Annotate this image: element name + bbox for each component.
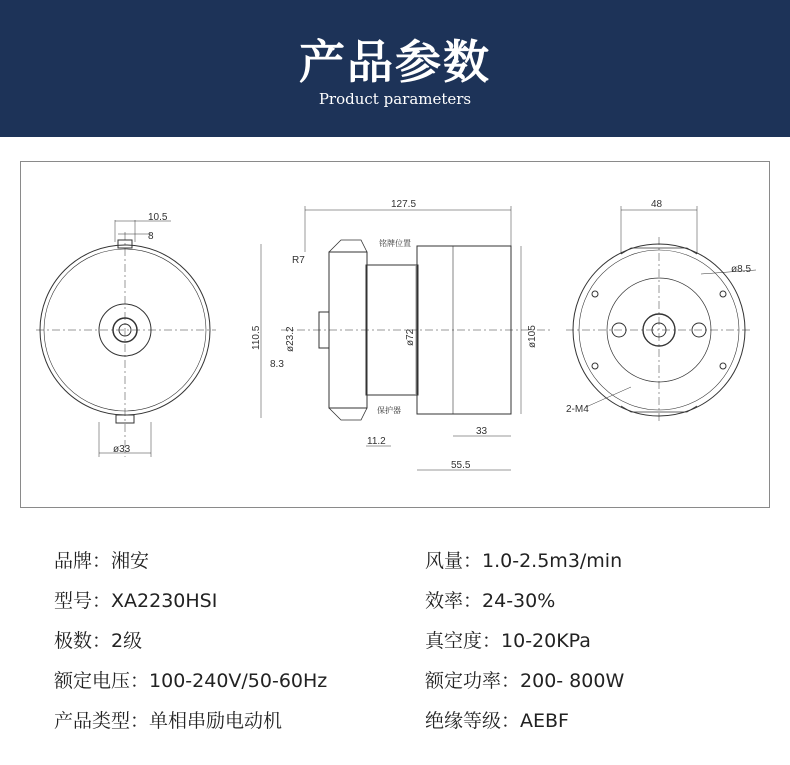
spec-vacuum	[425, 626, 591, 653]
spec-value: 1.0-2.5m3/min	[482, 550, 623, 572]
rear-view	[566, 206, 756, 424]
dim-rear-48: 48	[651, 199, 663, 210]
dim-rear-2-m4: 2-M4	[566, 404, 589, 415]
spec-value: 24-30%	[482, 590, 556, 612]
spec-model	[54, 586, 217, 613]
dim-side-d72: ø72	[405, 328, 416, 346]
spec-airflow	[425, 546, 622, 573]
dim-side-55-5: 55.5	[451, 460, 471, 471]
dim-front-d33: ø33	[113, 444, 131, 455]
dim-side-33: 33	[476, 426, 488, 437]
dim-side-11-2: 11.2	[367, 436, 386, 447]
dim-side-d23-2: ø23.2	[285, 326, 296, 352]
page-subtitle: Product parameters	[318, 90, 472, 108]
spec-value: 200- 800W	[520, 670, 625, 692]
dim-front-8: 8	[148, 231, 154, 242]
dim-side-110-5: 110.5	[251, 325, 262, 350]
label-nameplate: 铭牌位置	[379, 239, 411, 248]
dim-front-10-5: 10.5	[148, 212, 168, 223]
spec-product-type	[54, 706, 282, 733]
spec-label: 绝缘等级：	[425, 710, 521, 732]
spec-value: XA2230HSI	[111, 590, 218, 612]
spec-label: 品牌：	[54, 550, 112, 572]
spec-rated-voltage	[54, 666, 327, 693]
label-protector: 保护器	[377, 406, 401, 415]
spec-rated-power	[425, 666, 624, 693]
spec-label: 效率：	[425, 590, 483, 612]
spec-value: AEBF	[520, 710, 569, 732]
spec-value: 单相串励电动机	[149, 710, 283, 732]
spec-value: 2级	[111, 630, 143, 652]
dim-rear-d8-5: ø8.5	[731, 264, 752, 275]
spec-label: 极数：	[54, 630, 112, 652]
spec-label: 额定功率：	[425, 670, 521, 692]
spec-brand	[54, 546, 149, 573]
spec-value: 湘安	[111, 550, 150, 572]
spec-value: 100-240V/50-60Hz	[149, 670, 328, 692]
technical-drawing	[20, 161, 770, 508]
spec-label: 真空度：	[425, 630, 502, 652]
spec-efficiency	[425, 586, 555, 613]
spec-label: 型号：	[54, 590, 112, 612]
spec-label: 额定电压：	[54, 670, 150, 692]
spec-label: 风量：	[425, 550, 483, 572]
spec-value: 10-20KPa	[501, 630, 591, 652]
page-title: 产品参数	[299, 35, 491, 89]
dim-side-r7: R7	[292, 255, 305, 266]
front-view	[36, 220, 216, 457]
dim-side-d105: ø105	[527, 325, 538, 348]
dim-side-8-3: 8.3	[270, 359, 284, 370]
spec-insulation-class	[425, 706, 569, 733]
header-banner	[0, 0, 790, 137]
motor-drawing-svg	[21, 162, 769, 507]
spec-label: 产品类型：	[54, 710, 150, 732]
spec-poles	[54, 626, 142, 653]
dim-side-127-5: 127.5	[391, 199, 417, 210]
